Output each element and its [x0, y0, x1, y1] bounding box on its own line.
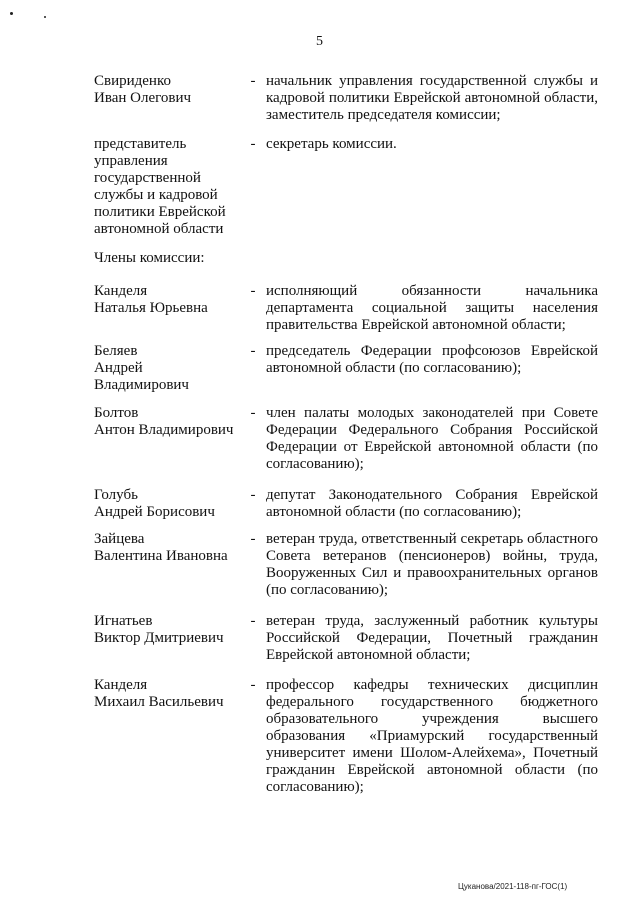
member-entry — [94, 613, 598, 665]
entry-description: исполняющий обязанности начальника департамента социальной защиты населения правительства Еврейской автономной области; — [266, 283, 598, 333]
entry-description: депутат Законодательного Собрания Еврейской автономной области (по согласованию); — [266, 487, 598, 520]
entry-description: профессор кафедры технических дисциплин федерального государственного бюджетного образовательного учреждения высшего образования «Приамурский государственный университет имени Шолом-Алейхема», Почетный гражданин Еврейской автономной области (по согласованию); — [266, 677, 598, 795]
members-heading: Члены комиссии: — [94, 250, 205, 266]
scan-speck — [44, 16, 46, 18]
entry-name: представитель управления государственной службы и кадровой политики Еврейской автономной области — [94, 136, 226, 237]
commission-entry-secretary — [94, 136, 598, 240]
member-entry — [94, 283, 598, 335]
entry-name: Канделя Наталья Юрьевна — [94, 283, 208, 316]
entry-name: Канделя Михаил Васильевич — [94, 677, 224, 710]
entry-dash: - — [250, 73, 256, 89]
entry-name: Игнатьев Виктор Дмитриевич — [94, 613, 224, 646]
member-entry — [94, 343, 598, 395]
commission-entry-deputy-chair — [94, 73, 598, 125]
member-entry — [94, 405, 598, 475]
entry-name: Свириденко Иван Олегович — [94, 73, 192, 106]
scan-speck — [10, 12, 13, 15]
page-number: 5 — [316, 34, 323, 49]
entry-dash: - — [250, 283, 256, 299]
entry-name: Зайцева Валентина Ивановна — [94, 531, 228, 564]
entry-dash: - — [250, 343, 256, 359]
document-footer-code: Цуканова/2021-118-пг-ГОС(1) — [458, 882, 568, 891]
entry-description: ветеран труда, ответственный секретарь областного Совета ветеранов (пенсионеров) войны, труда, Вооруженных Сил и правоохранительных органов (по согласованию); — [266, 531, 598, 598]
entry-dash: - — [250, 531, 256, 547]
member-entry — [94, 487, 598, 523]
entry-description: начальник управления государственной службы и кадровой политики Еврейской автономной области, заместитель председателя комиссии; — [266, 73, 598, 123]
entry-dash: - — [250, 487, 256, 503]
entry-name: Голубь Андрей Борисович — [94, 487, 215, 520]
entry-description: член палаты молодых законодателей при Совете Федерации Федерального Собрания Российской Федерации от Еврейской автономной области (по согласованию); — [266, 405, 598, 472]
entry-description: секретарь комиссии. — [266, 136, 397, 152]
member-entry — [94, 531, 598, 601]
entry-description: председатель Федерации профсоюзов Еврейской автономной области (по согласованию); — [266, 343, 598, 376]
entry-dash: - — [250, 405, 256, 421]
entry-name: Болтов Антон Владимирович — [94, 405, 234, 438]
entry-name: Беляев Андрей Владимирович — [94, 343, 189, 393]
entry-dash: - — [250, 136, 256, 152]
entry-description: ветеран труда, заслуженный работник культуры Российской Федерации, Почетный гражданин Еврейской автономной области; — [266, 613, 598, 663]
member-entry — [94, 677, 598, 799]
entry-dash: - — [250, 613, 256, 629]
entry-dash: - — [250, 677, 256, 693]
